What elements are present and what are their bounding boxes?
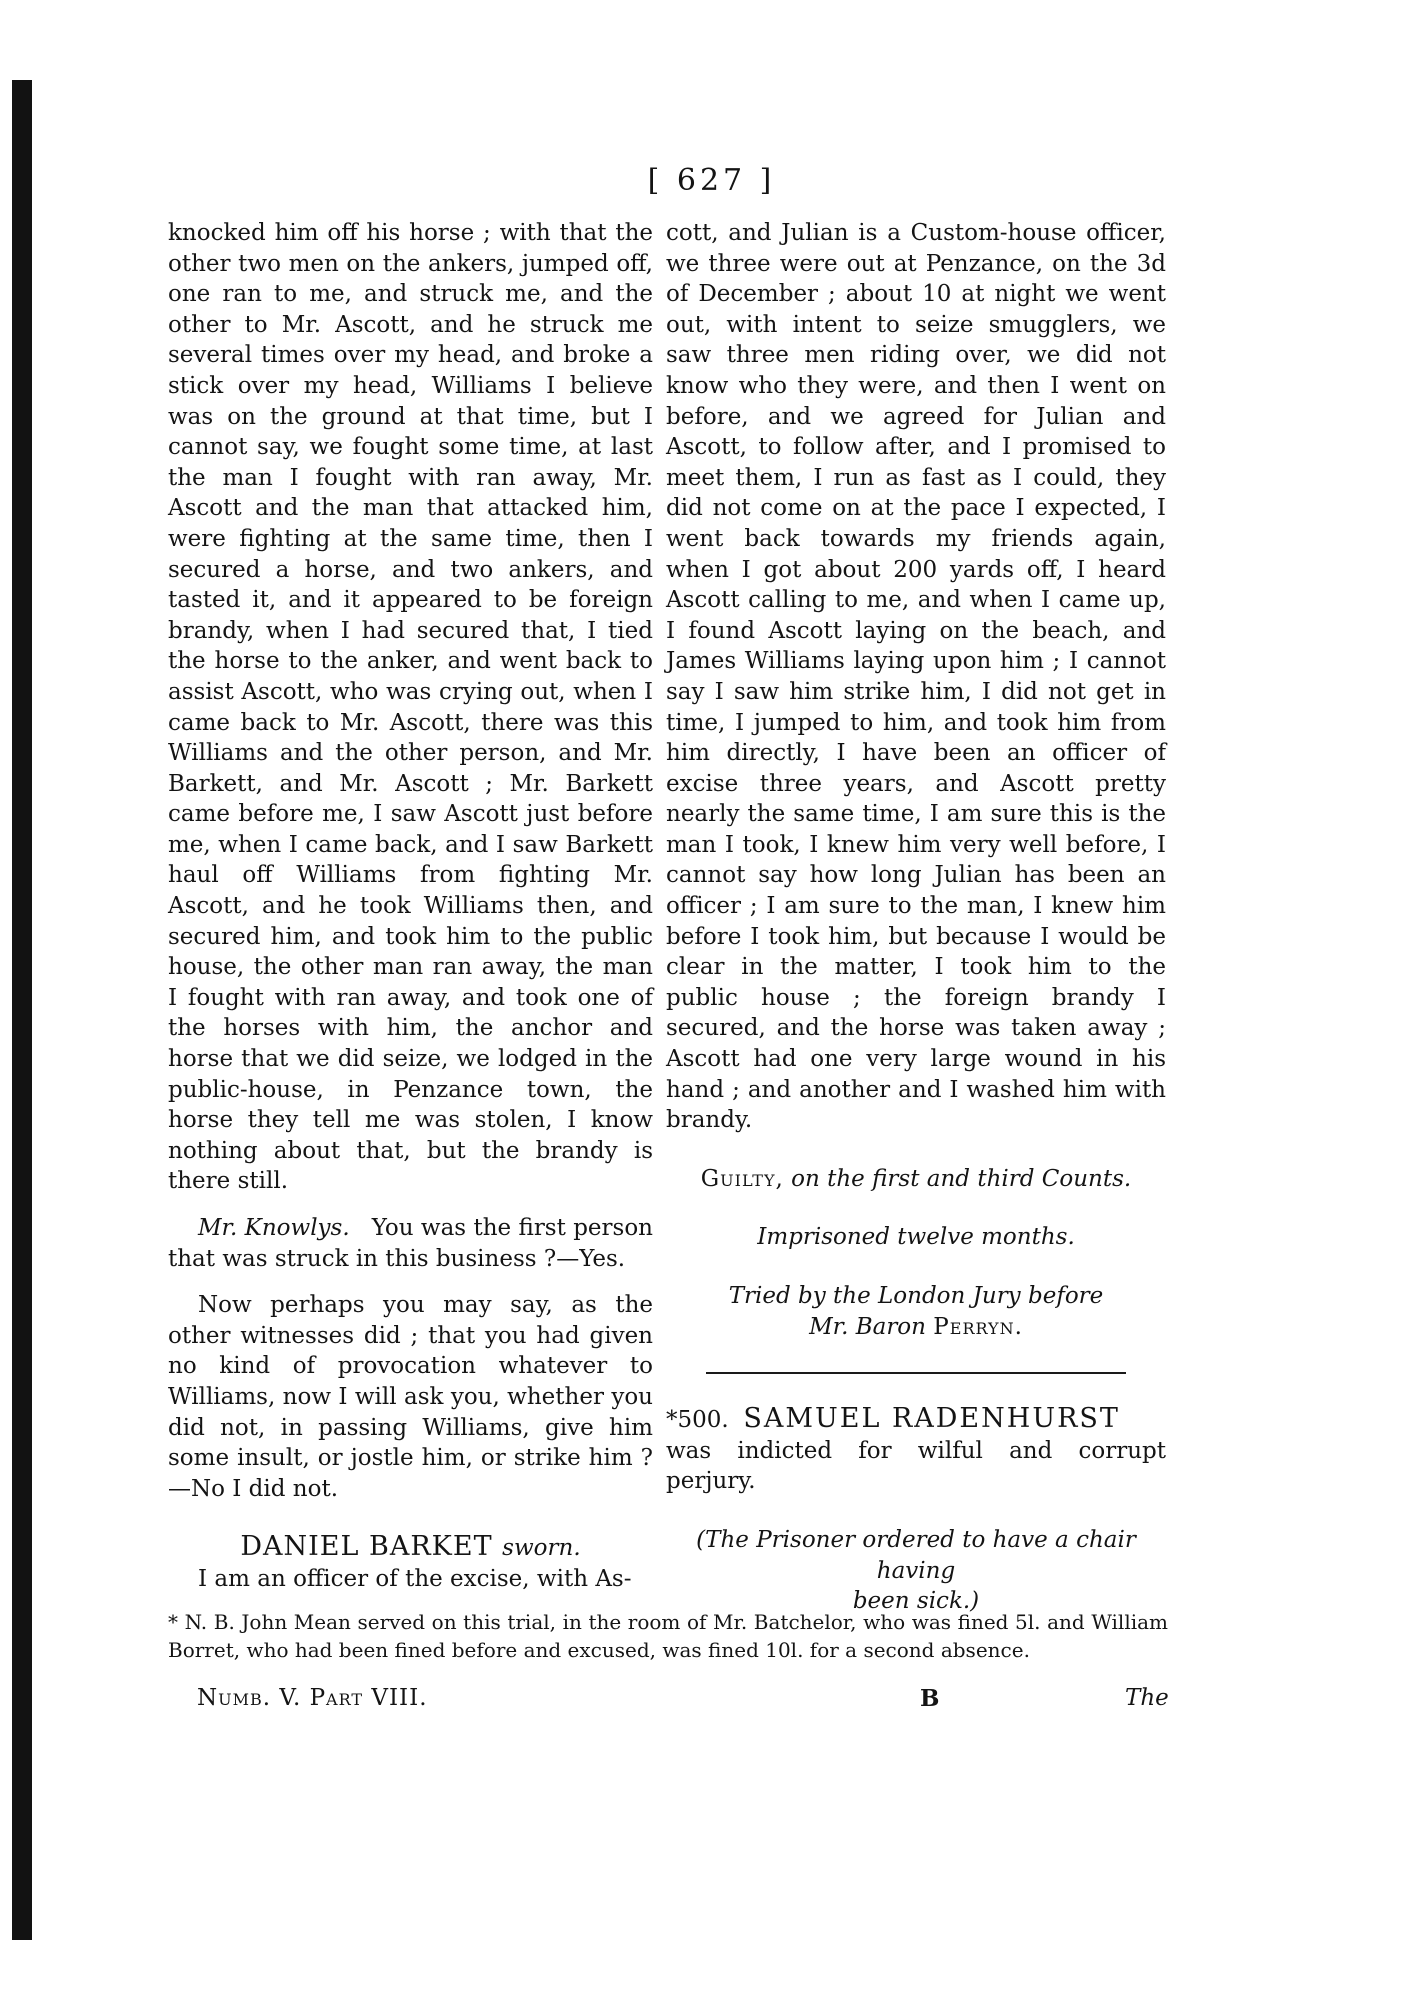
witness-heading bbox=[168, 1532, 653, 1564]
prisoner-note-line-2: been sick.) bbox=[852, 1588, 980, 1615]
left-column bbox=[168, 218, 653, 1595]
verdict-counts: on the first and third Counts. bbox=[791, 1165, 1132, 1192]
witness-name: DANIEL BARKET bbox=[240, 1531, 493, 1563]
witness-testimony-start: I am an officer of the excise, with As- bbox=[198, 1565, 632, 1592]
testimony-paragraph: knocked him off his horse ; with that the other two men on the ankers, jumped off, one ran to me, and struck me, and the other to Mr. Ascott, and he struck me several times over my head, and broke a stick over my head, Williams I believe was on the ground at that time, but I cannot say, we fought some time, at last the man I fought with ran away, Mr. Ascott and the man that attacked him, were fighting at the same time, then I secured a horse, and two ankers, and tasted it, and it appeared to be foreign brandy, when I had secured that, I tied the horse to the anker, and went back to assist Ascott, who was crying out, when I came back to Mr. Ascott, there was this Williams and the other person, and Mr. Barkett, and Mr. Ascott ; Mr. Barkett came before me, I saw Ascott just before me, when I came back, and I saw Barkett haul off Williams from fighting Mr. Ascott, and he took Williams then, and secured him, and took him to the public house, the other man ran away, the man I fought with ran away, and took one of the horses with him, the anchor and horse that we did seize, we lodged in the public-house, in Penzance town, the horse they tell me was stolen, I know nothing about that, but the brandy is there still. bbox=[168, 220, 653, 1195]
footer-part-number: Numb. V. Part VIII. bbox=[197, 1685, 428, 1711]
footnote: * N. B. John Mean served on this trial, in the room of Mr. Batchelor, who was fined 5l. and William Borret, who had been fined before and excused, was fined 10l. for a second absence. bbox=[168, 1610, 1168, 1662]
section-divider bbox=[706, 1372, 1126, 1374]
verdict-line bbox=[666, 1164, 1166, 1195]
case-heading bbox=[666, 1404, 1166, 1497]
page-number: [ 627 ] bbox=[647, 163, 776, 198]
catchword: The bbox=[1125, 1685, 1169, 1711]
tried-line-2-prefix: Mr. Baron bbox=[809, 1313, 926, 1340]
question-paragraph-2: Now perhaps you may say, as the other witnesses did ; that you had given no kind of provocation whatever to Williams, now I will ask you, whether you did not, in passing Williams, give him some insult, or jostle him, or strike him ?—No I did not. bbox=[168, 1292, 653, 1502]
prisoner-note-line-1: (The Prisoner ordered to have a chair having bbox=[696, 1526, 1136, 1584]
tried-line-1: Tried by the London Jury before bbox=[728, 1283, 1104, 1309]
verdict-word: Guilty, bbox=[700, 1165, 784, 1192]
testimony-continuation: cott, and Julian is a Custom-house officer, we three were out at Penzance, on the 3d of December ; about 10 at night we went out, with intent to seize smugglers, we saw three men riding over, we did not know who they were, and then I went on before, and we agreed for Julian and Ascott, to follow after, and I promised to meet them, I run as fast as I could, they did not come on at the pace I expected, I went back towards my friends again, when I got about 200 yards off, I heard Ascott calling to me, and when I came up, I found Ascott laying on the beach, and James Williams laying upon him ; I cannot say I saw him strike him, I did not get in time, I jumped to him, and took him from him directly, I have been an officer of excise three years, and Ascott pretty nearly the same time, I am sure this is the man I took, I knew him very well before, I cannot say how long Julian has been an officer ; I am sure to the man, I knew him before I took him, but because I would be clear in the matter, I took him to the public house ; the foreign brandy I secured, and the horse was taken away ; Ascott had one very large wound in his hand ; and another and I washed him with brandy. bbox=[666, 220, 1166, 1134]
witness-sworn: sworn. bbox=[502, 1535, 581, 1562]
book-spine-shadow bbox=[12, 80, 32, 1940]
judge-name: Perryn. bbox=[933, 1313, 1023, 1340]
case-defendant-name: SAMUEL RADENHURST bbox=[743, 1403, 1120, 1435]
question-speaker: Mr. Knowlys. bbox=[198, 1215, 350, 1241]
tried-line bbox=[666, 1281, 1166, 1342]
right-column bbox=[666, 218, 1166, 1617]
case-number: *500. bbox=[666, 1407, 729, 1434]
prisoner-note bbox=[666, 1525, 1166, 1617]
sentence-line: Imprisoned twelve months. bbox=[757, 1224, 1075, 1251]
signature-mark: B bbox=[920, 1685, 940, 1712]
case-charge: was indicted for wilful and corrupt perjury. bbox=[666, 1437, 1166, 1495]
question-text: You was the first person that was struck in this business ?—Yes. bbox=[168, 1215, 653, 1272]
question-paragraph bbox=[168, 1213, 653, 1274]
